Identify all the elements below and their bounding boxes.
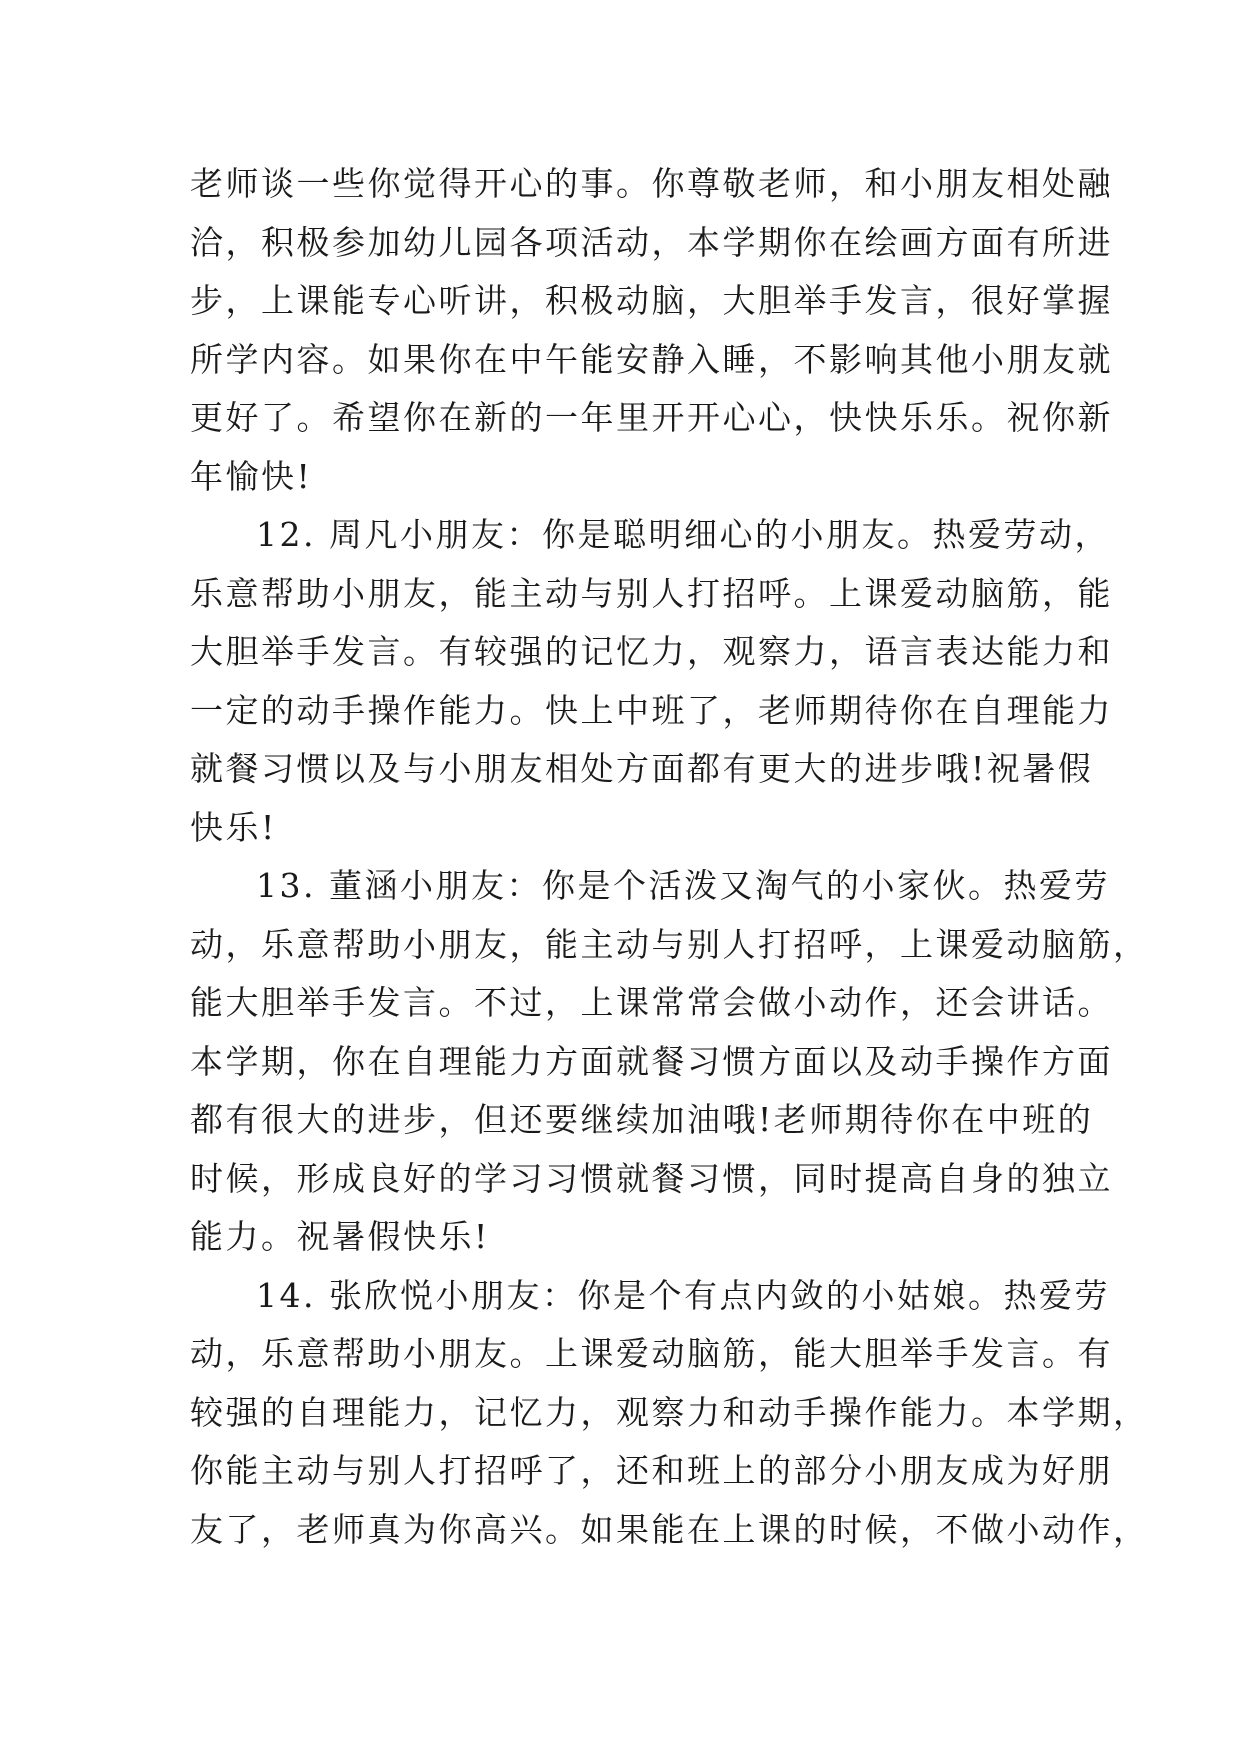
text-line: 本学期，你在自理能力方面就餐习惯方面以及动手操作方面 [190, 1041, 1113, 1081]
text-line: 友了，老师真为你高兴。如果能在上课的时候，不做小动作， [190, 1509, 1149, 1549]
text-line: 老师谈一些你觉得开心的事。你尊敬老师，和小朋友相处融 [190, 164, 1113, 203]
paragraph-item-14 [190, 1267, 1149, 1560]
text-line: 能大胆举手发言。不过，上课常常会做小动作，还会讲话。 [190, 983, 1113, 1022]
text-line: 乐意帮助小朋友，能主动与别人打招呼。上课爱动脑筋，能 [190, 573, 1113, 613]
paragraph-continuation [190, 155, 1113, 506]
text-line: 快乐! [190, 807, 277, 847]
text-line: 就餐习惯以及与小朋友相处方面都有更大的进步哦!祝暑假 [190, 749, 1094, 788]
text-line: 所学内容。如果你在中午能安静入睡，不影响其他小朋友就 [190, 339, 1113, 379]
text-line: 较强的自理能力，记忆力，观察力和动手操作能力。本学期， [190, 1392, 1149, 1432]
text-line: 更好了。希望你在新的一年里开开心心，快快乐乐。祝你新 [190, 398, 1113, 437]
paragraph-item-13 [190, 857, 1149, 1267]
text-line: 你能主动与别人打招呼了，还和班上的部分小朋友成为好朋 [190, 1451, 1113, 1490]
text-line: 能力。祝暑假快乐! [190, 1217, 490, 1256]
text-line: 步，上课能专心听讲，积极动脑，大胆举手发言，很好掌握 [190, 281, 1113, 320]
text-line: 一定的动手操作能力。快上中班了，老师期待你在自理能力 [190, 690, 1113, 730]
text-line: 大胆举手发言。有较强的记忆力，观察力，语言表达能力和 [190, 632, 1113, 671]
text-line: 洽，积极参加幼儿园各项活动，本学期你在绘画方面有所进 [190, 222, 1113, 262]
text-line: 年愉快! [190, 456, 313, 496]
text-line: 动，乐意帮助小朋友。上课爱动脑筋，能大胆举手发言。有 [190, 1334, 1113, 1373]
text-line: 动，乐意帮助小朋友，能主动与别人打招呼，上课爱动脑筋， [190, 924, 1149, 964]
text-line: 14. 张欣悦小朋友：你是个有点内敛的小姑娘。热爱劳 [256, 1275, 1110, 1315]
text-line: 12. 周凡小朋友：你是聪明细心的小朋友。热爱劳动， [256, 515, 1110, 554]
text-line: 时候，形成良好的学习习惯就餐习惯，同时提高自身的独立 [190, 1158, 1113, 1198]
text-line: 都有很大的进步，但还要继续加油哦!老师期待你在中班的 [190, 1100, 1094, 1139]
paragraph-item-12 [190, 506, 1113, 857]
document-body [190, 155, 1149, 1559]
text-line: 13. 董涵小朋友：你是个活泼又淘气的小家伙。热爱劳 [256, 866, 1110, 905]
